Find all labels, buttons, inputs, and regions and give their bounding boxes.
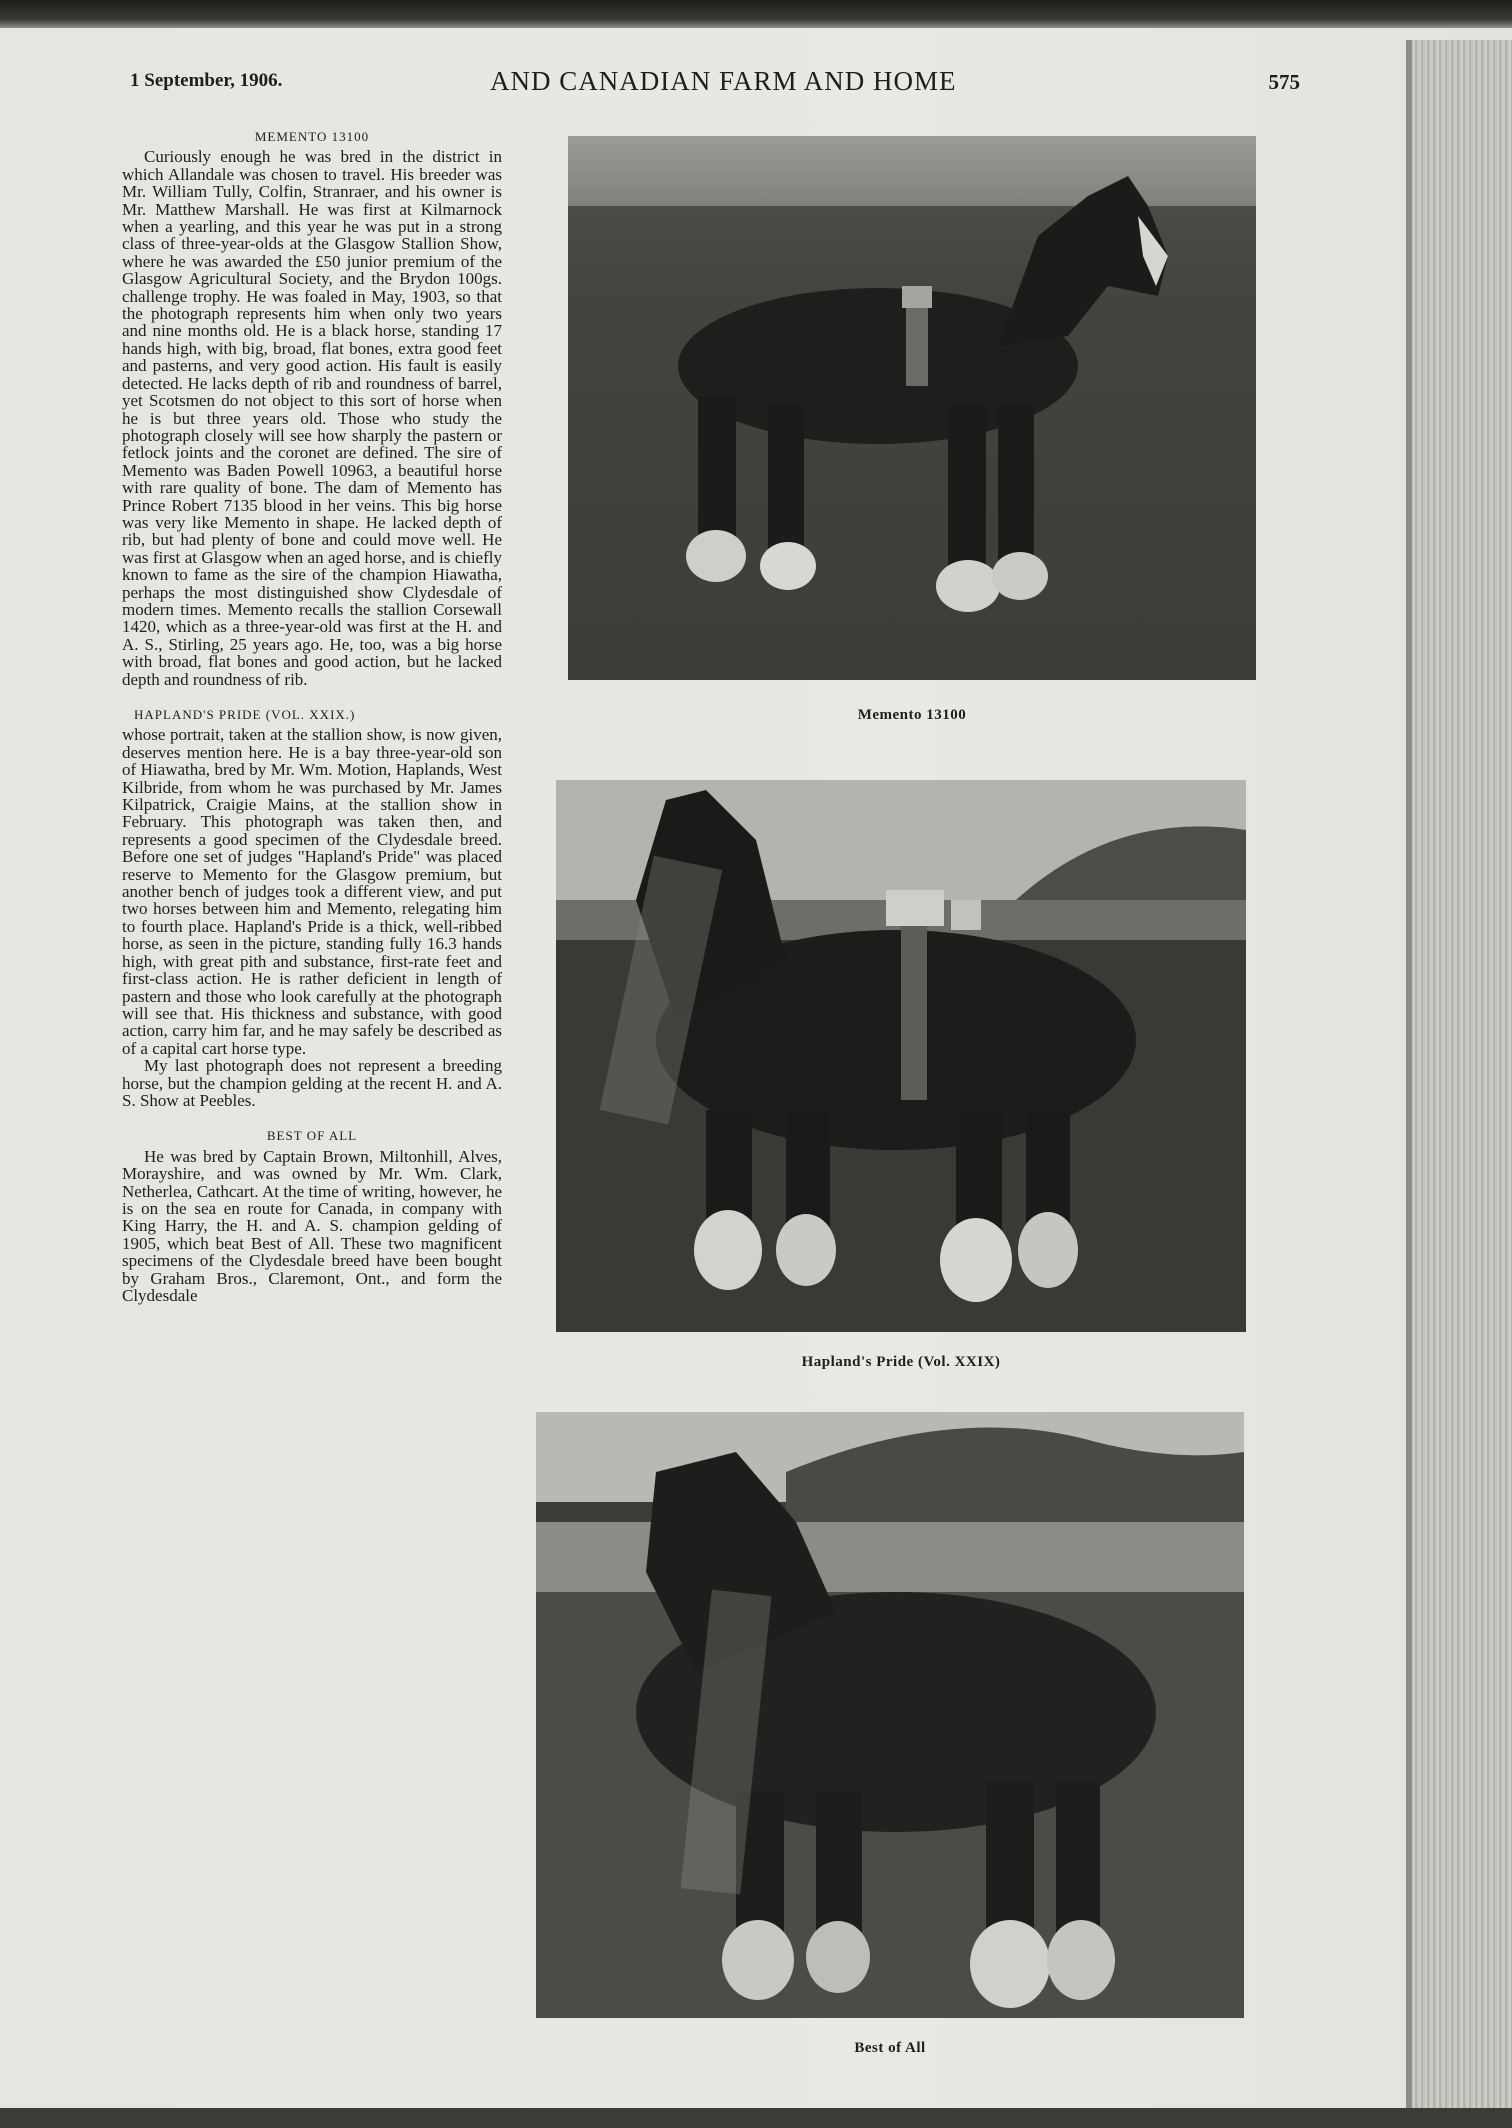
caption-haplands-pride: Hapland's Pride (Vol. XXIX)	[801, 1354, 1001, 1370]
horse-photo-best-of-all	[536, 1412, 1244, 2018]
section-heading-best-of-all: BEST OF ALL	[266, 1128, 358, 1144]
article-column	[122, 128, 502, 1304]
book-page-edges	[1406, 40, 1512, 2128]
section-heading-haplands-pride: HAPLAND'S PRIDE (VOL. XXIX.)	[134, 707, 356, 722]
horse-memento-icon	[568, 136, 1256, 680]
section-heading-memento: MEMENTO 13100	[254, 129, 370, 144]
caption-memento: Memento 13100	[857, 707, 967, 723]
horse-haplands-pride-icon	[556, 780, 1246, 1332]
header-date: 1 September, 1906.	[130, 70, 283, 91]
horse-photo-memento	[568, 136, 1256, 680]
paragraph-last-photograph: My last photograph does not represent a breeding horse, but the champion gelding at the recent H. and A. S. Show at Peebles.	[122, 1056, 502, 1110]
caption-best-of-all: Best of All	[854, 2040, 926, 2056]
scan-bottom-edge	[0, 2108, 1512, 2128]
paragraph-haplands-pride: whose portrait, taken at the stallion show, is now given, deserves mention here. He is a bay three-year-old son of Hiawatha, bred by Mr. Wm. Motion, Haplands, West Kilbride, from whom he was purchased by Mr. James Kilpatrick, Craigie Mains, at the stallion show in February. This photograph was taken then, and represents a good specimen of the Clydesdale breed. Before one set of judges "Hapland's Pride" was placed reserve to Memento for the Glasgow premium, but another bench of judges took a different view, and put two horses between him and Memento, relegating him to fourth place. Hapland's Pride is a thick, well-ribbed horse, as seen in the picture, standing fully 16.3 hands high, with great pith and substance, first-rate feet and first-class action. He is rather deficient in length of pastern and those who look carefully at the photograph will see that. His thickness and substance, with good action, carry him far, and he may safely be described as of a capital cart horse type.	[122, 725, 502, 1058]
horse-best-of-all-icon	[536, 1412, 1244, 2018]
horse-photo-haplands-pride	[556, 780, 1246, 1332]
header-title: AND CANADIAN FARM AND HOME	[490, 66, 957, 96]
paragraph-memento: Curiously enough he was bred in the district in which Allandale was chosen to travel. His breeder was Mr. William Tully, Colfin, Stranraer, and his owner is Mr. Matthew Marshall. He was first at Kilmarnock when a yearling, and this year he was put in a strong class of three-year-olds at the Glasgow Stallion Show, where he was awarded the £50 junior premium of the Glasgow Agricultural Society, and the Brydon 100gs. challenge trophy. He was foaled in May, 1903, so that the photograph represents him when only two years and nine months old. He is a black horse, standing 17 hands high, with big, broad, flat bones, extra good feet and pasterns, and very good action. His fault is easily detected. He lacks depth of rib and roundness of barrel, yet Scotsmen do not object to this sort of horse when he is but three years old. Those who study the photograph closely will see how sharply the pastern or fetlock joints and the coronet are defined. The sire of Memento was Baden Powell 10963, a beautiful horse with rare quality of bone. The dam of Memento has Prince Robert 7135 blood in her veins. This big horse was very like Memento in shape. He lacked depth of rib, but had plenty of bone and could move well. He was first at Glasgow when an aged horse, and is chiefly known to fame as the sire of the champion Hiawatha, perhaps the most distinguished show Clydesdale of modern times. Memento recalls the stallion Corsewall 1420, which as a three-year-old was first at the H. and A. S., Stirling, 25 years ago. He, too, was a big horse with broad, flat bones and good action, but he lacked depth and roundness of rib.	[122, 147, 502, 689]
paragraph-best-of-all: He was bred by Captain Brown, Miltonhill, Alves, Morayshire, and was owned by Mr. Wm. Clark, Netherlea, Cathcart. At the time of writing, however, he is on the sea en route for Canada, in company with King Harry, the H. and A. S. champion gelding of 1905, which beat Best of All. These two magnificent specimens of the Clydesdale breed have been bought by Graham Bros., Claremont, Ont., and form the Clydesdale	[122, 1146, 502, 1305]
page-number: 575	[1268, 70, 1300, 94]
running-header	[130, 66, 1300, 106]
scan-top-edge	[0, 0, 1512, 28]
